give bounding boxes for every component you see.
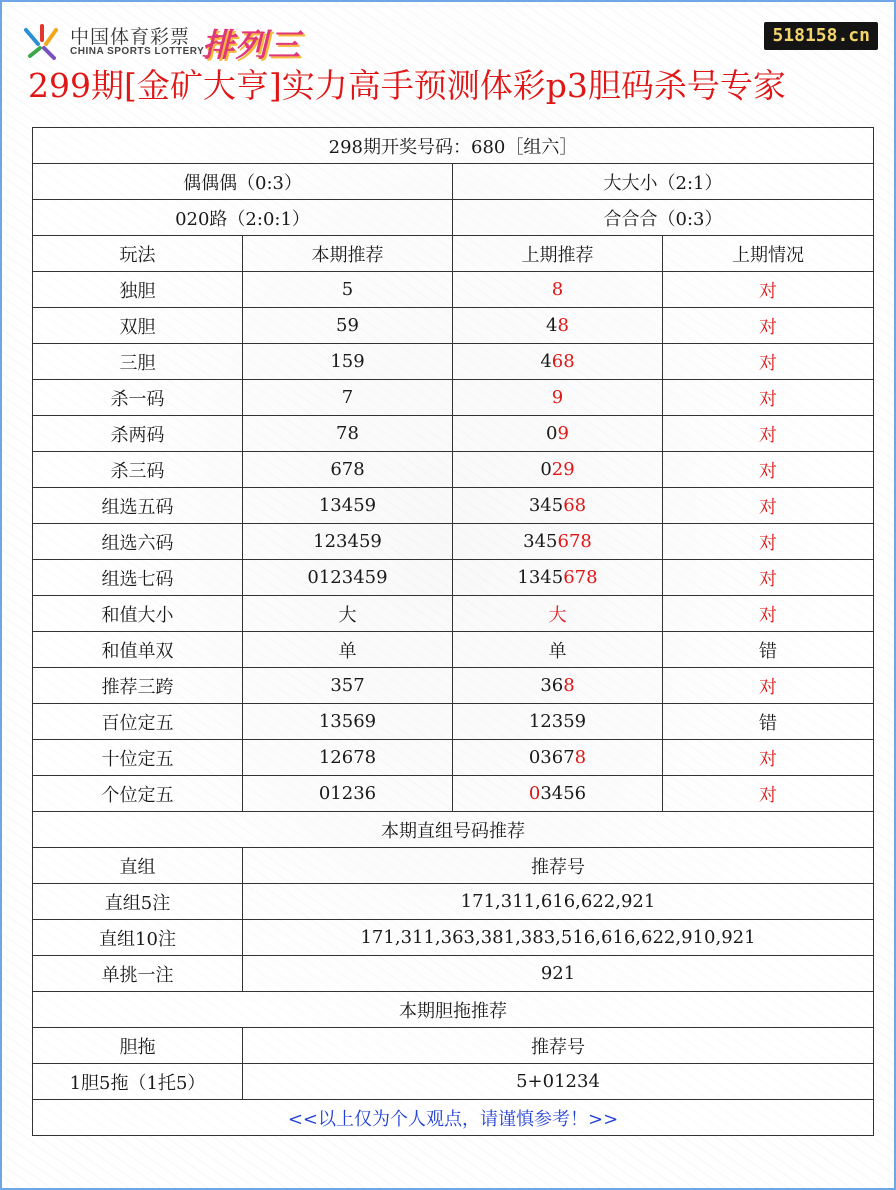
play-name: 百位定五: [33, 704, 243, 740]
previous-result: 对: [663, 380, 874, 416]
previous-pick: [453, 416, 663, 452]
previous-pick-hit-digits: 8: [551, 279, 564, 300]
previous-result: 对: [663, 776, 874, 812]
col-header-prev: 上期推荐: [453, 236, 663, 272]
col-header-result: 上期情况: [663, 236, 874, 272]
direct-section-title: 本期直组号码推荐: [33, 812, 874, 848]
play-name: 和值大小: [33, 596, 243, 632]
direct-head-right: 推荐号: [243, 848, 874, 884]
section-header-row: [33, 848, 874, 884]
table-row: [33, 920, 874, 956]
previous-result: 对: [663, 308, 874, 344]
table-row: [33, 704, 874, 740]
current-pick: 大: [243, 596, 453, 632]
previous-pick-digits: 345: [523, 531, 558, 552]
previous-pick: [453, 776, 663, 812]
footer-row: [33, 1100, 874, 1136]
previous-pick: [453, 596, 663, 632]
table-row: [33, 776, 874, 812]
table-row: [33, 596, 874, 632]
previous-pick: [453, 740, 663, 776]
table-row: [33, 524, 874, 560]
current-pick: 159: [243, 344, 453, 380]
current-pick: 357: [243, 668, 453, 704]
dantuo-label: 1胆5拖（1托5）: [33, 1064, 243, 1100]
current-pick: 0123459: [243, 560, 453, 596]
current-pick: 13569: [243, 704, 453, 740]
play-name: 三胆: [33, 344, 243, 380]
current-pick: 5: [243, 272, 453, 308]
lottery-logo-icon: [20, 20, 64, 64]
dantuo-head-left: 胆拖: [33, 1028, 243, 1064]
play-name: 组选五码: [33, 488, 243, 524]
previous-pick-hit-digits: 8: [557, 315, 569, 336]
section-header-row: [33, 1028, 874, 1064]
table-row: [33, 272, 874, 308]
previous-pick-hit-digits: 0: [528, 783, 541, 804]
previous-pick: [453, 560, 663, 596]
col-header-current: 本期推荐: [243, 236, 453, 272]
dantuo-head-right: 推荐号: [243, 1028, 874, 1064]
direct-head-left: 直组: [33, 848, 243, 884]
previous-pick-hit-digits: 9: [551, 387, 564, 408]
play-name: 推荐三跨: [33, 668, 243, 704]
play-name: 个位定五: [33, 776, 243, 812]
current-pick: 单: [243, 632, 453, 668]
logo-game-name: 排列三: [202, 26, 302, 64]
previous-pick-digits: 12359: [528, 711, 587, 732]
previous-pick-hit-digits: 68: [551, 351, 575, 372]
direct-value: 171,311,363,381,383,516,616,622,910,921: [243, 920, 874, 956]
direct-label: 单挑一注: [33, 956, 243, 992]
previous-result: 对: [663, 596, 874, 632]
previous-result: 错: [663, 632, 874, 668]
previous-pick: [453, 704, 663, 740]
table-row: [33, 452, 874, 488]
current-pick: 12678: [243, 740, 453, 776]
previous-pick: [453, 344, 663, 380]
section-title-row: [33, 992, 874, 1028]
composite-pattern: 合合合（0:3）: [453, 200, 874, 236]
current-pick: 59: [243, 308, 453, 344]
previous-pick-digits: 0: [540, 459, 552, 480]
section-title-row: [33, 812, 874, 848]
table-row: [33, 1064, 874, 1100]
play-name: 杀两码: [33, 416, 243, 452]
dantuo-value: 5+01234: [243, 1064, 874, 1100]
lottery-logo: [20, 18, 320, 64]
previous-pick-hit-digits: 678: [557, 531, 592, 552]
parity-pattern: 偶偶偶（0:3）: [33, 164, 453, 200]
previous-pick-hit-digits: 大: [548, 604, 567, 626]
previous-result: 对: [663, 668, 874, 704]
table-row: [33, 884, 874, 920]
play-name: 组选七码: [33, 560, 243, 596]
previous-pick-hit-digits: 9: [557, 423, 569, 444]
previous-pick: [453, 632, 663, 668]
table-row: [33, 740, 874, 776]
previous-pick: [453, 272, 663, 308]
previous-pick: [453, 488, 663, 524]
previous-pick-hit-digits: 8: [563, 675, 575, 696]
draw-result-row: [33, 128, 874, 164]
previous-result: 对: [663, 452, 874, 488]
previous-pick: [453, 452, 663, 488]
previous-result: 对: [663, 416, 874, 452]
column-header-row: [33, 236, 874, 272]
current-pick: 01236: [243, 776, 453, 812]
previous-pick: [453, 308, 663, 344]
direct-label: 直组10注: [33, 920, 243, 956]
current-pick: 78: [243, 416, 453, 452]
previous-pick-digits: 345: [528, 495, 564, 516]
table-row: [33, 560, 874, 596]
direct-value: 921: [243, 956, 874, 992]
play-name: 杀三码: [33, 452, 243, 488]
summary-row: [33, 200, 874, 236]
current-pick: 678: [243, 452, 453, 488]
dantuo-section-title: 本期胆拖推荐: [33, 992, 874, 1028]
previous-pick-hit-digits: 68: [563, 495, 587, 516]
previous-pick: [453, 380, 663, 416]
table-row: [33, 488, 874, 524]
header: [2, 2, 894, 122]
draw-result: 298期开奖号码：680［组六］: [33, 128, 874, 164]
previous-pick-hit-digits: 678: [563, 567, 598, 588]
logo-english-text: CHINA SPORTS LOTTERY: [70, 46, 205, 57]
previous-pick-digits: 0367: [528, 747, 575, 768]
previous-pick-digits: 0: [546, 423, 558, 444]
previous-pick-hit-digits: 29: [551, 459, 575, 480]
table-row: [33, 632, 874, 668]
table-row: [33, 308, 874, 344]
play-name: 十位定五: [33, 740, 243, 776]
prediction-table: [32, 127, 874, 1136]
direct-label: 直组5注: [33, 884, 243, 920]
table-row: [33, 344, 874, 380]
col-header-play: 玩法: [33, 236, 243, 272]
previous-pick-digits: 4: [540, 351, 552, 372]
previous-result: 错: [663, 704, 874, 740]
page-title: 299期[金矿大亨]实力高手预测体彩p3胆码杀号专家: [28, 66, 786, 105]
previous-pick-digits: 3456: [540, 783, 587, 804]
previous-pick: [453, 524, 663, 560]
play-name: 组选六码: [33, 524, 243, 560]
previous-result: 对: [663, 560, 874, 596]
previous-result: 对: [663, 344, 874, 380]
size-pattern: 大大小（2:1）: [453, 164, 874, 200]
logo-chinese-text: 中国体育彩票: [70, 26, 191, 48]
current-pick: 7: [243, 380, 453, 416]
summary-row: [33, 164, 874, 200]
previous-pick-digits: 4: [546, 315, 558, 336]
play-name: 双胆: [33, 308, 243, 344]
previous-result: 对: [663, 740, 874, 776]
current-pick: 13459: [243, 488, 453, 524]
previous-result: 对: [663, 272, 874, 308]
road-pattern: 020路（2:0:1）: [33, 200, 453, 236]
table-row: [33, 956, 874, 992]
previous-pick-digits: 36: [540, 675, 564, 696]
previous-result: 对: [663, 488, 874, 524]
play-name: 和值单双: [33, 632, 243, 668]
current-pick: 123459: [243, 524, 453, 560]
previous-pick-digits: 单: [548, 640, 567, 662]
previous-pick-hit-digits: 8: [574, 747, 587, 768]
footer-note: <<以上仅为个人观点，请谨慎参考！>>: [33, 1100, 874, 1136]
table-row: [33, 380, 874, 416]
table-row: [33, 668, 874, 704]
play-name: 独胆: [33, 272, 243, 308]
previous-pick-digits: 1345: [517, 567, 564, 588]
direct-value: 171,311,616,622,921: [243, 884, 874, 920]
previous-pick: [453, 668, 663, 704]
previous-result: 对: [663, 524, 874, 560]
play-name: 杀一码: [33, 380, 243, 416]
site-badge[interactable]: 518158.cn: [764, 22, 878, 50]
table-row: [33, 416, 874, 452]
